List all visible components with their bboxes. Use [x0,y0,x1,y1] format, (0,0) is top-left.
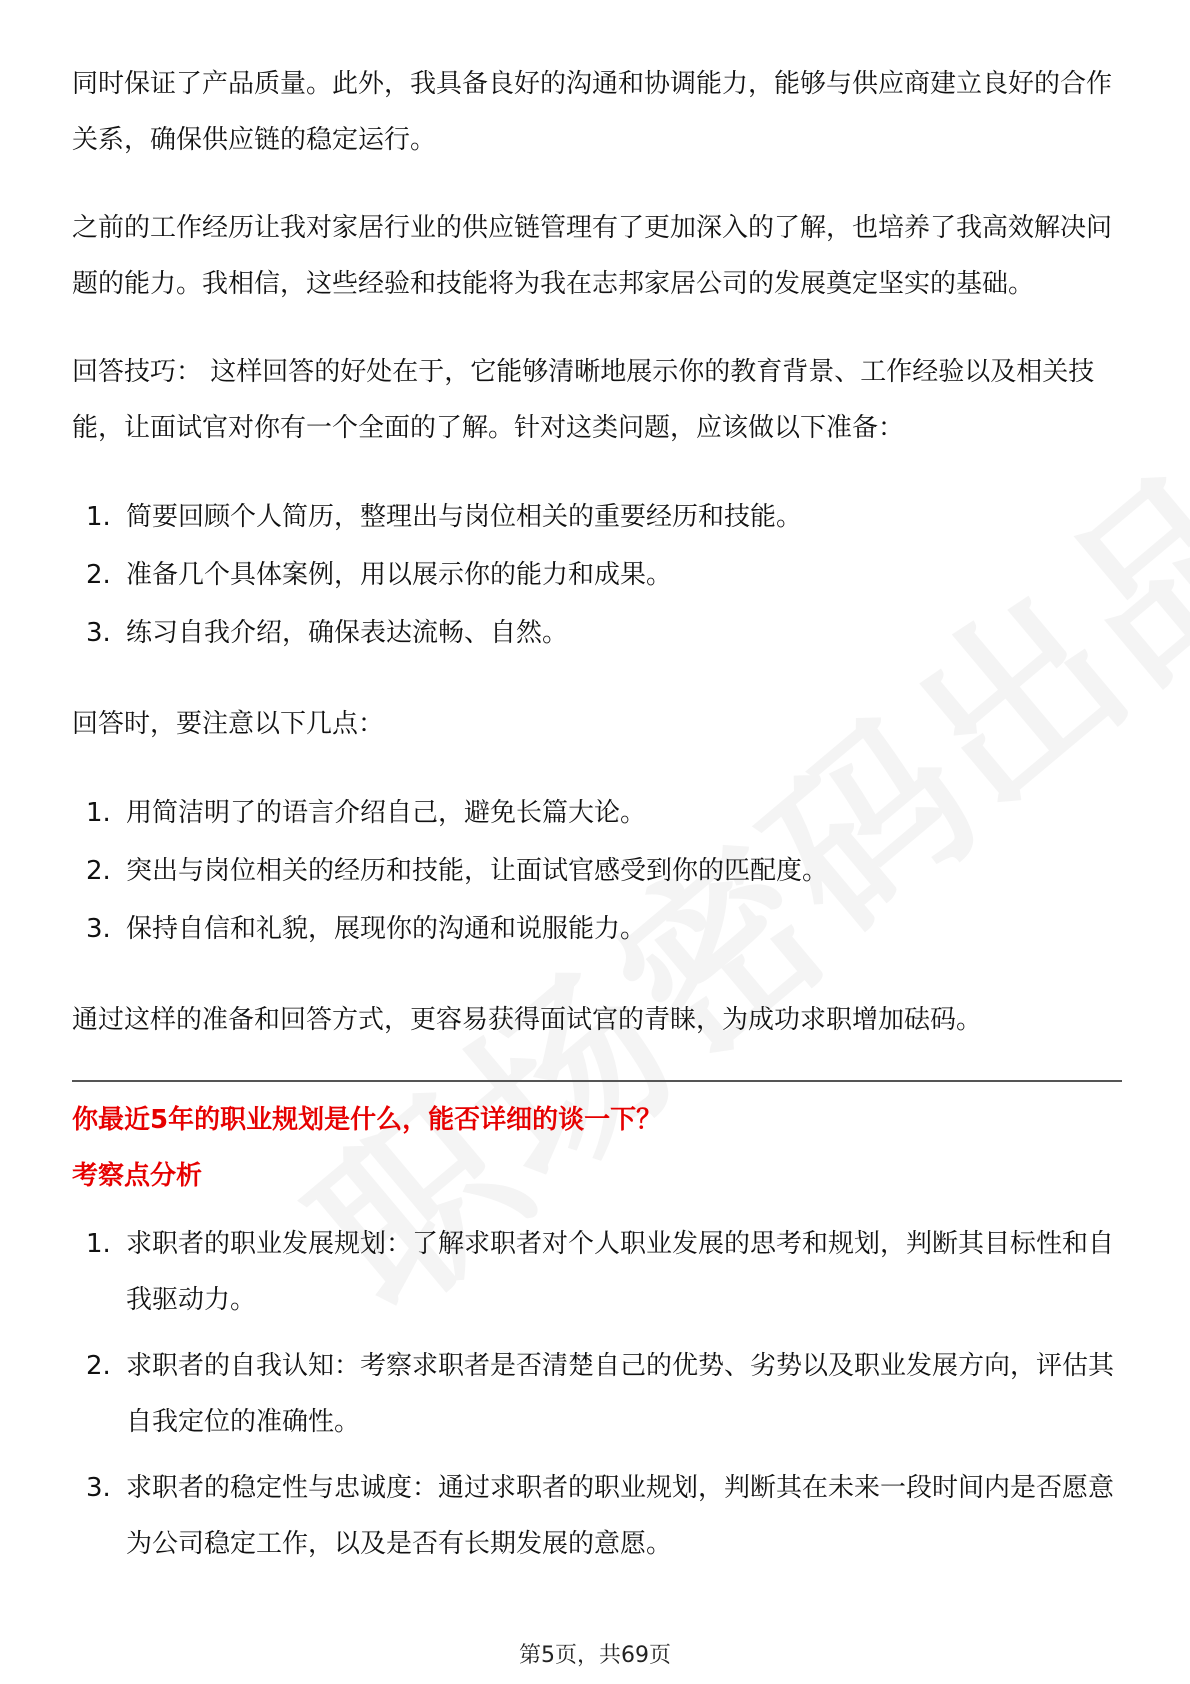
paragraph: 之前的工作经历让我对家居行业的供应链管理有了更加深入的了解，也培养了我高效解决问题的能力。我相信，这些经验和技能将为我在志邦家居公司的发展奠定坚实的基础。 [72,213,1113,299]
list-item-text: 保持自信和礼貌，展现你的沟通和说服能力。 [126,914,647,944]
list-number: 2. [86,1351,111,1381]
list-item-text: 练习自我介绍，确保表达流畅、自然。 [126,618,569,648]
paragraph: 通过这样的准备和回答方式，更容易获得面试官的青睐，为成功求职增加砝码。 [72,1005,983,1035]
list-number: 3. [86,618,111,648]
analysis-points-list [72,1216,1122,1572]
list-number: 1. [86,1229,111,1259]
answer-tips-paragraph: 回答技巧： 这样回答的好处在于，它能够清晰地展示你的教育背景、工作经验以及相关技能，让面试官对你有一个全面的了解。针对这类问题，应该做以下准备： [72,357,1095,443]
analysis-label: 考察点分析 [72,1161,203,1191]
list-item [72,842,1122,900]
list-item-text: 求职者的稳定性与忠诚度：通过求职者的职业规划，判断其在未来一段时间内是否愿意为公司稳定工作，以及是否有长期发展的意愿。 [126,1473,1115,1559]
page-content [72,56,1122,1606]
paragraph: 回答时，要注意以下几点： [72,709,385,739]
list-item [72,1338,1122,1450]
list-item [72,546,1122,604]
list-item [72,488,1122,546]
question-title: 你最近5年的职业规划是什么，能否详细的谈一下？ [72,1105,663,1135]
notes-list [72,784,1122,958]
list-number: 2. [86,560,111,590]
list-item [72,1460,1122,1572]
list-item [72,900,1122,958]
list-number: 3. [86,914,111,944]
list-item [72,1216,1122,1328]
list-item-text: 简要回顾个人简历，整理出与岗位相关的重要经历和技能。 [126,502,803,532]
list-item-text: 求职者的自我认知：考察求职者是否清楚自己的优势、劣势以及职业发展方向，评估其自我定位的准确性。 [126,1351,1115,1437]
paragraph: 同时保证了产品质量。此外，我具备良好的沟通和协调能力，能够与供应商建立良好的合作关系，确保供应链的稳定运行。 [72,69,1113,155]
list-item-text: 准备几个具体案例，用以展示你的能力和成果。 [126,560,673,590]
section-divider [72,1080,1122,1082]
list-item [72,604,1122,662]
preparation-list [72,488,1122,662]
list-item-text: 求职者的职业发展规划：了解求职者对个人职业发展的思考和规划，判断其目标性和自我驱动力。 [126,1229,1115,1315]
page-footer: 第5页，共69页 [519,1643,671,1668]
list-item [72,784,1122,842]
list-number: 1. [86,502,111,532]
list-number: 1. [86,798,111,828]
list-number: 3. [86,1473,111,1503]
list-item-text: 用简洁明了的语言介绍自己，避免长篇大论。 [126,798,647,828]
list-number: 2. [86,856,111,886]
list-item-text: 突出与岗位相关的经历和技能，让面试官感受到你的匹配度。 [126,856,829,886]
